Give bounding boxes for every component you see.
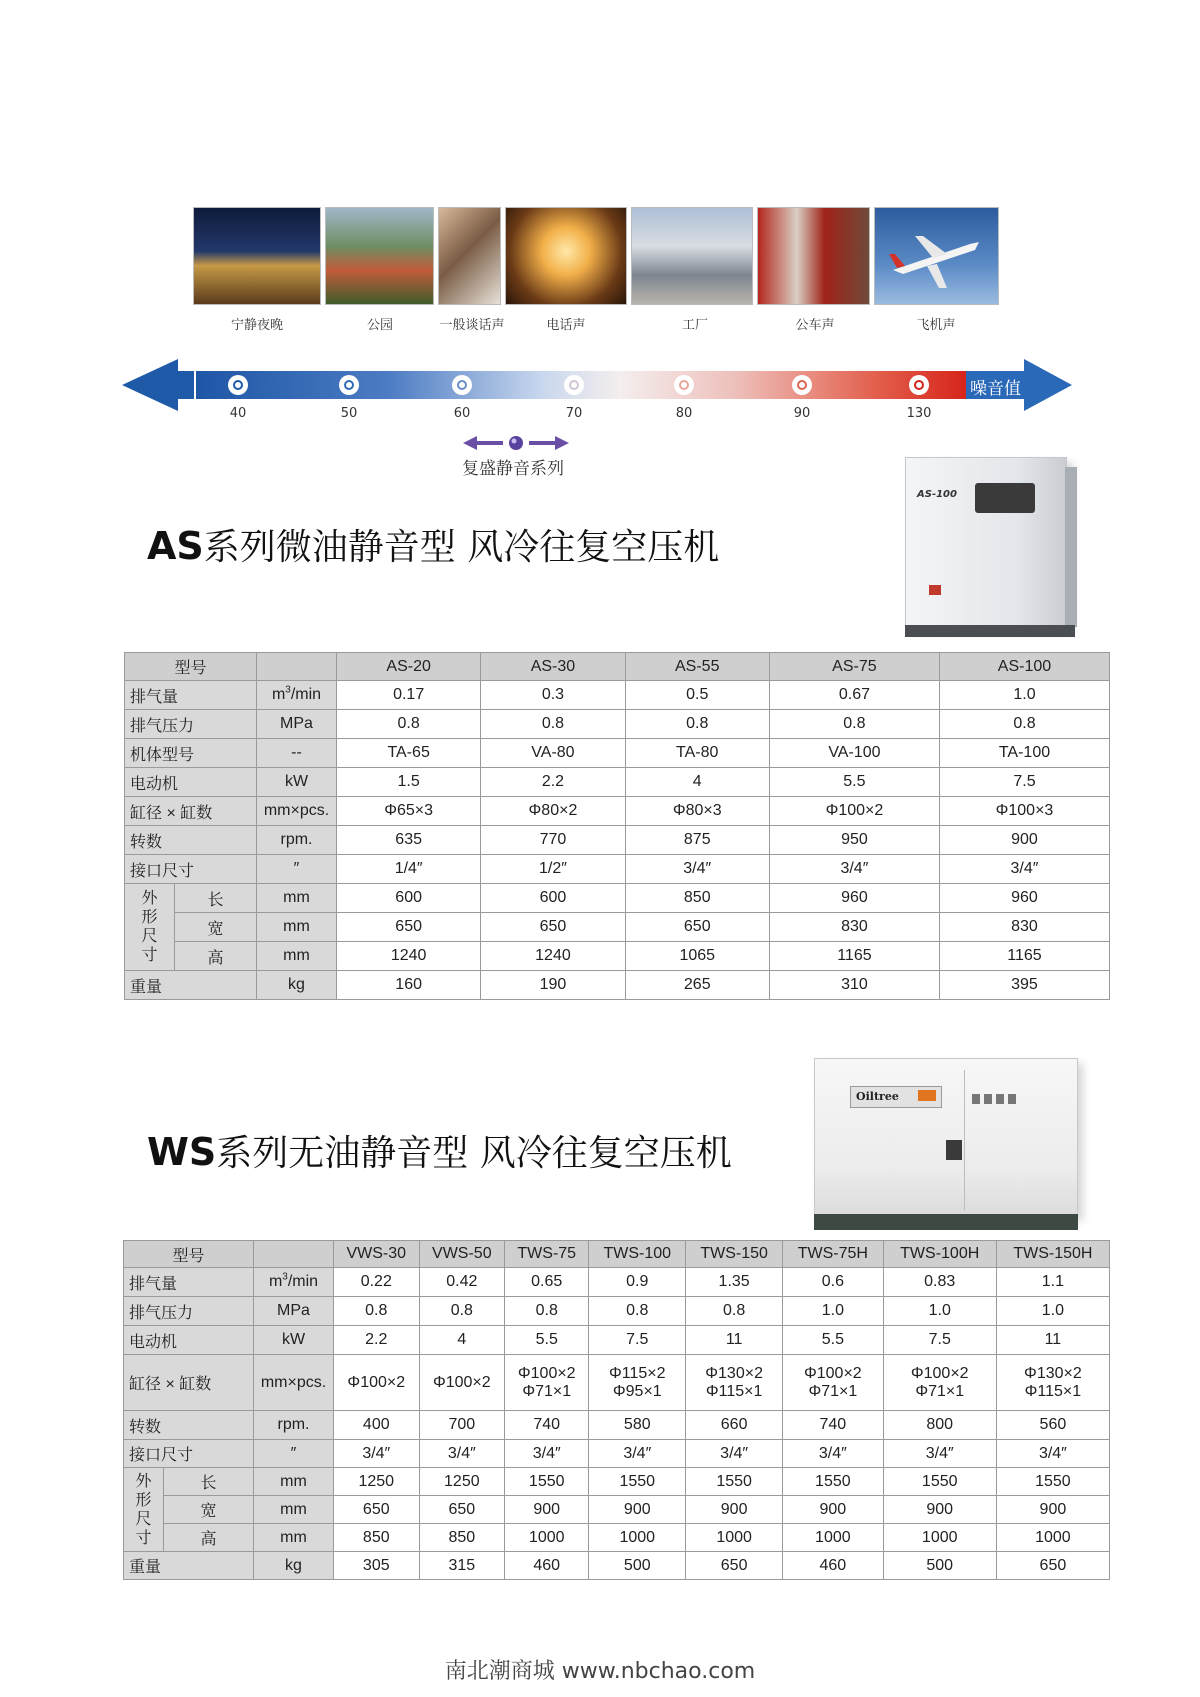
level-marker	[674, 375, 694, 395]
value-cell: Φ80×2	[481, 797, 625, 826]
level-marker	[564, 375, 584, 395]
value-cell: 700	[419, 1411, 505, 1440]
value-cell: 0.42	[419, 1268, 505, 1297]
value-cell: 650	[625, 913, 769, 942]
bore-line: Φ115×2	[609, 1364, 666, 1382]
model-cell: AS-100	[939, 653, 1109, 681]
model-cell: AS-30	[481, 653, 625, 681]
value-cell: 650	[337, 913, 481, 942]
value-cell: 0.8	[686, 1297, 783, 1326]
value-cell: Φ100×3	[939, 797, 1109, 826]
value-cell: 3/4″	[783, 1440, 884, 1468]
bore-line: Φ71×1	[522, 1382, 572, 1400]
as-machine-image	[895, 443, 1081, 639]
value-cell: 1.5	[337, 768, 481, 797]
row-unit: --	[257, 739, 337, 768]
row-unit: mm	[254, 1468, 334, 1496]
value-cell: 650	[996, 1552, 1109, 1580]
value-cell: 635	[337, 826, 481, 855]
table-row	[124, 1524, 1110, 1552]
photo-label: 飞机声	[916, 318, 956, 333]
park-photo	[325, 207, 434, 305]
value-cell: 875	[625, 826, 769, 855]
value-cell: 3/4″	[625, 855, 769, 884]
model-cell: TWS-100H	[883, 1241, 996, 1268]
value-cell: 11	[996, 1326, 1109, 1355]
value-cell: 960	[939, 884, 1109, 913]
value-cell: 3/4″	[505, 1440, 589, 1468]
unit-header-cell	[254, 1241, 334, 1268]
value-cell: Φ100×2	[769, 797, 939, 826]
value-cell: 850	[334, 1524, 420, 1552]
value-cell	[996, 1355, 1109, 1411]
photo-label: 宁静夜晚	[230, 318, 283, 333]
value-cell: 0.8	[939, 710, 1109, 739]
row-unit: mm×pcs.	[254, 1355, 334, 1411]
table-header-row	[125, 653, 1110, 681]
as-series-title	[147, 519, 719, 570]
value-cell: 740	[505, 1411, 589, 1440]
ws-machine-image	[814, 1052, 1084, 1232]
series-label: 复盛静音系列	[462, 459, 564, 479]
row-label: 转数	[124, 1411, 254, 1440]
bore-line: Φ100×2	[347, 1373, 406, 1391]
table-row	[124, 1496, 1110, 1524]
value-cell: 1550	[589, 1468, 686, 1496]
value-cell: 1250	[334, 1468, 420, 1496]
value-cell: 0.8	[625, 710, 769, 739]
value-cell: 400	[334, 1411, 420, 1440]
dim-label: 长	[164, 1468, 254, 1496]
value-cell: 1.35	[686, 1268, 783, 1297]
value-cell: 460	[783, 1552, 884, 1580]
value-cell: 800	[883, 1411, 996, 1440]
row-label: 排气量	[124, 1268, 254, 1297]
model-cell: TWS-150H	[996, 1241, 1109, 1268]
row-unit: mm	[257, 913, 337, 942]
level-marker	[452, 375, 472, 395]
row-label: 缸径 × 缸数	[124, 1355, 254, 1411]
value-cell	[589, 1355, 686, 1411]
value-cell: 650	[481, 913, 625, 942]
row-unit: ″	[254, 1440, 334, 1468]
row-label: 转数	[125, 826, 257, 855]
table-header-row	[124, 1241, 1110, 1268]
model-cell: TWS-150	[686, 1241, 783, 1268]
ws-title-text: 系列无油静音型 风冷往复空压机	[216, 1133, 732, 1174]
table-row	[125, 681, 1110, 710]
row-label: 电动机	[125, 768, 257, 797]
row-unit: mm	[254, 1524, 334, 1552]
bore-line: Φ100×2	[517, 1364, 576, 1382]
bus-photo	[757, 207, 870, 305]
value-cell: 0.67	[769, 681, 939, 710]
as-title-prefix: AS	[147, 524, 204, 568]
level-marker	[792, 375, 812, 395]
row-unit: $m^3/\min$	[254, 1268, 334, 1297]
value-cell: 1.0	[939, 681, 1109, 710]
airplane-photo	[874, 207, 999, 305]
value-cell: 580	[589, 1411, 686, 1440]
value-cell: 740	[783, 1411, 884, 1440]
value-cell: 3/4″	[769, 855, 939, 884]
dims-group-text: 外形尺寸	[141, 890, 158, 964]
row-unit: kg	[254, 1552, 334, 1580]
value-cell: 5.5	[769, 768, 939, 797]
table-row	[125, 739, 1110, 768]
dim-label: 高	[175, 942, 257, 971]
value-cell: 2.2	[334, 1326, 420, 1355]
table-row	[124, 1355, 1110, 1411]
value-cell: 1000	[783, 1524, 884, 1552]
value-cell	[334, 1355, 420, 1411]
airplane-icon	[875, 208, 999, 305]
row-label: 机体型号	[125, 739, 257, 768]
value-cell: 830	[769, 913, 939, 942]
value-cell: 460	[505, 1552, 589, 1580]
table-row	[125, 826, 1110, 855]
value-cell: 960	[769, 884, 939, 913]
value-cell: 1550	[686, 1468, 783, 1496]
value-cell: 5.5	[505, 1326, 589, 1355]
value-cell: 1550	[883, 1468, 996, 1496]
table-row	[125, 797, 1110, 826]
table-row	[125, 884, 1110, 913]
table-row	[125, 855, 1110, 884]
value-cell: 1240	[481, 942, 625, 971]
value-cell: TA-80	[625, 739, 769, 768]
row-unit: rpm.	[254, 1411, 334, 1440]
value-cell: 1000	[505, 1524, 589, 1552]
value-cell: 900	[996, 1496, 1109, 1524]
value-cell: 0.8	[419, 1297, 505, 1326]
noise-tick: 50	[340, 406, 358, 421]
row-unit: kg	[257, 971, 337, 1000]
photo-label: 公园	[366, 318, 393, 333]
value-cell: 950	[769, 826, 939, 855]
value-cell: 1165	[769, 942, 939, 971]
row-label: 重量	[125, 971, 257, 1000]
model-cell: TWS-75	[505, 1241, 589, 1268]
value-cell: 900	[505, 1496, 589, 1524]
photo-label: 工厂	[681, 318, 708, 333]
table-row	[124, 1297, 1110, 1326]
value-cell: 1165	[939, 942, 1109, 971]
value-cell: 7.5	[589, 1326, 686, 1355]
value-cell: 0.6	[783, 1268, 884, 1297]
value-cell: 830	[939, 913, 1109, 942]
table-row	[124, 1468, 1110, 1496]
model-header-cell: 型号	[124, 1241, 254, 1268]
value-cell: 4	[419, 1326, 505, 1355]
factory-photo	[631, 207, 753, 305]
as-spec-table	[124, 652, 1110, 1000]
range-indicator-icon	[463, 434, 569, 452]
value-cell: Φ65×3	[337, 797, 481, 826]
bore-line: Φ100×2	[803, 1364, 862, 1382]
value-cell	[686, 1355, 783, 1411]
as-title-text: 系列微油静音型 风冷往复空压机	[203, 527, 720, 568]
value-cell: 0.8	[481, 710, 625, 739]
as-machine-badge: AS-100	[917, 489, 957, 500]
table-row	[124, 1440, 1110, 1468]
value-cell: 650	[419, 1496, 505, 1524]
value-cell: 0.17	[337, 681, 481, 710]
row-label: 电动机	[124, 1326, 254, 1355]
row-label: 接口尺寸	[125, 855, 257, 884]
telephone-photo	[505, 207, 627, 305]
table-row	[124, 1326, 1110, 1355]
value-cell: 1000	[883, 1524, 996, 1552]
value-cell: 600	[337, 884, 481, 913]
value-cell: 900	[783, 1496, 884, 1524]
model-cell: VWS-30	[334, 1241, 420, 1268]
value-cell: 900	[686, 1496, 783, 1524]
bore-line: Φ130×2	[705, 1364, 763, 1382]
value-cell: 1000	[686, 1524, 783, 1552]
value-cell: 660	[686, 1411, 783, 1440]
value-cell: 1.0	[996, 1297, 1109, 1326]
value-cell: 1550	[996, 1468, 1109, 1496]
value-cell: 1065	[625, 942, 769, 971]
table-row	[124, 1411, 1110, 1440]
model-cell: AS-20	[337, 653, 481, 681]
value-cell: 3/4″	[939, 855, 1109, 884]
model-cell: TWS-75H	[783, 1241, 884, 1268]
dims-group-label	[125, 884, 175, 971]
value-cell: 0.8	[334, 1297, 420, 1326]
value-cell	[883, 1355, 996, 1411]
row-unit: MPa	[257, 710, 337, 739]
noise-tick: 90	[793, 406, 811, 421]
dim-label: 长	[175, 884, 257, 913]
row-label: 排气量	[125, 681, 257, 710]
value-cell: 900	[589, 1496, 686, 1524]
value-cell: 11	[686, 1326, 783, 1355]
value-cell: 0.22	[334, 1268, 420, 1297]
level-marker	[228, 375, 248, 395]
value-cell: 650	[686, 1552, 783, 1580]
value-cell: 500	[883, 1552, 996, 1580]
bore-line: Φ71×1	[808, 1382, 858, 1400]
value-cell: 1/2″	[481, 855, 625, 884]
value-cell: 315	[419, 1552, 505, 1580]
noise-value-label: 噪音值	[970, 379, 1021, 399]
bore-line: Φ115×1	[705, 1382, 763, 1400]
value-cell: 0.8	[505, 1297, 589, 1326]
left-arrow-icon	[122, 359, 194, 411]
noise-tick: 70	[565, 406, 583, 421]
value-cell: 3/4″	[334, 1440, 420, 1468]
value-cell: 7.5	[939, 768, 1109, 797]
value-cell: TA-100	[939, 739, 1109, 768]
value-cell	[419, 1355, 505, 1411]
value-cell: 0.8	[769, 710, 939, 739]
row-unit: rpm.	[257, 826, 337, 855]
value-cell: 560	[996, 1411, 1109, 1440]
dim-label: 宽	[164, 1496, 254, 1524]
ws-title-prefix: WS	[147, 1130, 217, 1174]
level-marker	[909, 375, 929, 395]
row-unit: mm	[254, 1496, 334, 1524]
night-photo	[193, 207, 321, 305]
ws-spec-table	[123, 1240, 1110, 1580]
row-label: 排气压力	[124, 1297, 254, 1326]
row-label: 缸径 × 缸数	[125, 797, 257, 826]
value-cell: TA-65	[337, 739, 481, 768]
photo-label: 一般谈话声	[439, 318, 505, 333]
value-cell: Φ80×3	[625, 797, 769, 826]
level-marker	[339, 375, 359, 395]
value-cell: 1240	[337, 942, 481, 971]
value-cell: 3/4″	[419, 1440, 505, 1468]
value-cell: VA-100	[769, 739, 939, 768]
row-unit: kW	[254, 1326, 334, 1355]
value-cell: 0.65	[505, 1268, 589, 1297]
model-cell: AS-55	[625, 653, 769, 681]
value-cell: 0.5	[625, 681, 769, 710]
value-cell: 4	[625, 768, 769, 797]
value-cell: 1.0	[883, 1297, 996, 1326]
value-cell: 3/4″	[589, 1440, 686, 1468]
value-cell: 395	[939, 971, 1109, 1000]
value-cell: 900	[939, 826, 1109, 855]
value-cell: 0.9	[589, 1268, 686, 1297]
unit-header-cell	[257, 653, 337, 681]
dims-group-text: 外形尺寸	[135, 1472, 152, 1547]
value-cell: 265	[625, 971, 769, 1000]
dim-label: 高	[164, 1524, 254, 1552]
dims-group-label	[124, 1468, 164, 1552]
model-cell: VWS-50	[419, 1241, 505, 1268]
row-unit: mm×pcs.	[257, 797, 337, 826]
noise-tick: 130	[906, 406, 932, 421]
value-cell: 5.5	[783, 1326, 884, 1355]
conversation-photo	[438, 207, 501, 305]
value-cell	[505, 1355, 589, 1411]
value-cell: 1000	[589, 1524, 686, 1552]
value-cell: 500	[589, 1552, 686, 1580]
ws-series-title	[147, 1125, 732, 1176]
photo-label: 电话声	[546, 318, 586, 333]
value-cell: 310	[769, 971, 939, 1000]
value-cell: 1550	[783, 1468, 884, 1496]
bore-line: Φ71×1	[915, 1382, 965, 1400]
bore-line: Φ95×1	[612, 1382, 662, 1400]
value-cell: 3/4″	[996, 1440, 1109, 1468]
value-cell: 2.2	[481, 768, 625, 797]
dim-label: 宽	[175, 913, 257, 942]
noise-tick: 80	[675, 406, 693, 421]
bore-line: Φ100×2	[432, 1373, 491, 1391]
value-cell: 7.5	[883, 1326, 996, 1355]
value-cell: 3/4″	[883, 1440, 996, 1468]
bore-line: Φ100×2	[910, 1364, 969, 1382]
table-row	[124, 1552, 1110, 1580]
value-cell: 1250	[419, 1468, 505, 1496]
value-cell: 0.8	[337, 710, 481, 739]
value-cell: 0.3	[481, 681, 625, 710]
bore-line: Φ115×1	[1024, 1382, 1082, 1400]
table-row	[125, 913, 1110, 942]
noise-tick: 60	[453, 406, 471, 421]
value-cell: 600	[481, 884, 625, 913]
table-row	[125, 710, 1110, 739]
row-label: 重量	[124, 1552, 254, 1580]
value-cell: 0.83	[883, 1268, 996, 1297]
table-row	[125, 971, 1110, 1000]
row-label: 接口尺寸	[124, 1440, 254, 1468]
value-cell: 1000	[996, 1524, 1109, 1552]
ws-machine-brand: Oiltree	[856, 1090, 899, 1103]
value-cell: 650	[334, 1496, 420, 1524]
row-unit: mm	[257, 942, 337, 971]
value-cell: 770	[481, 826, 625, 855]
value-cell: 900	[883, 1496, 996, 1524]
value-cell: 1.1	[996, 1268, 1109, 1297]
footer-text: 南北潮商城 www.nbchao.com	[444, 1659, 756, 1684]
value-cell: VA-80	[481, 739, 625, 768]
table-row	[125, 768, 1110, 797]
value-cell: 3/4″	[686, 1440, 783, 1468]
value-cell: 0.8	[589, 1297, 686, 1326]
model-cell: AS-75	[769, 653, 939, 681]
noise-tick: 40	[229, 406, 247, 421]
table-row	[124, 1268, 1110, 1297]
table-row	[125, 942, 1110, 971]
value-cell: 850	[625, 884, 769, 913]
value-cell: 1.0	[783, 1297, 884, 1326]
value-cell: 1550	[505, 1468, 589, 1496]
row-unit: ″	[257, 855, 337, 884]
value-cell: 160	[337, 971, 481, 1000]
row-label: 排气压力	[125, 710, 257, 739]
row-unit: MPa	[254, 1297, 334, 1326]
bore-line: Φ130×2	[1024, 1364, 1082, 1382]
value-cell: 1/4″	[337, 855, 481, 884]
model-cell: TWS-100	[589, 1241, 686, 1268]
value-cell: 190	[481, 971, 625, 1000]
value-cell: 305	[334, 1552, 420, 1580]
row-unit: kW	[257, 768, 337, 797]
model-header-cell: 型号	[125, 653, 257, 681]
value-cell: 850	[419, 1524, 505, 1552]
value-cell	[783, 1355, 884, 1411]
row-unit: $m^3/\min$	[257, 681, 337, 710]
row-unit: mm	[257, 884, 337, 913]
photo-label: 公车声	[795, 318, 835, 333]
